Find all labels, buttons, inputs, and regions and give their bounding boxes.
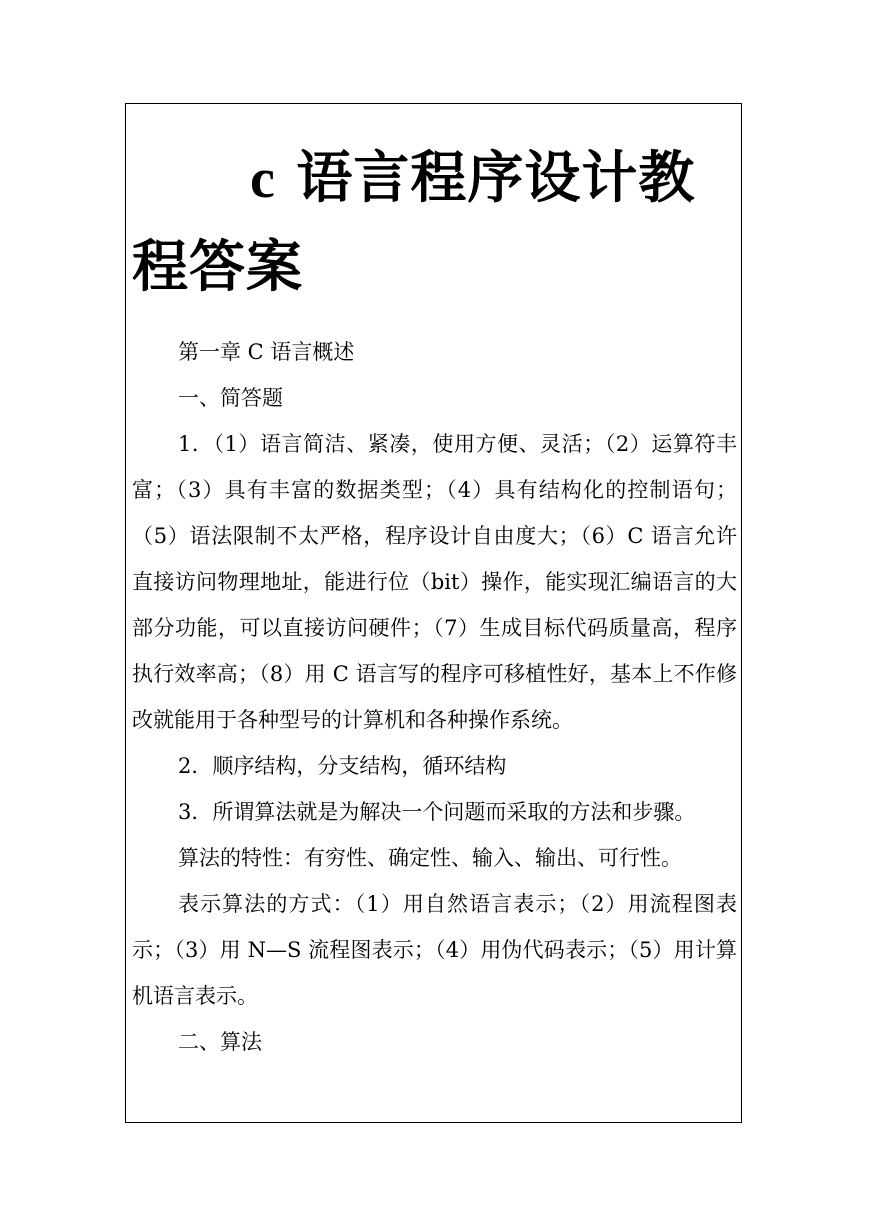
algorithm-properties: 算法的特性：有穷性、确定性、输入、输出、可行性。	[178, 846, 682, 870]
document-title	[132, 134, 736, 311]
title-text: 语言程序设计教	[275, 145, 696, 211]
chapter-heading: 第一章 C 语言概述	[178, 340, 355, 364]
answer-2: 2．顺序结构，分支结构，循环结构	[178, 754, 507, 778]
algorithm-representations: 表示算法的方式：（1）用自然语言表示；（2）用流程图表示；（3）用 N—S 流程图表示；（4）用伪代码表示；（5）用计算机语言表示。	[132, 892, 737, 1008]
page-frame	[125, 103, 742, 1123]
document-body	[132, 329, 737, 1065]
answer-1: 1．（1）语言简洁、紧凑，使用方便、灵活；（2）运算符丰富；（3）具有丰富的数据类型；（4）具有结构化的控制语句；（5）语法限制不太严格，程序设计自由度大；（6）C 语言允许直接访问物理地址，能进行位（bit）操作，能实现汇编语言的大部分功能，可以直接访问硬件；（7）生成目标代码质量高，程序执行效率高；（8）用 C 语言写的程序可移植性好，基本上不作修改就能用于各种型号的计算机和各种操作系统。	[132, 432, 737, 732]
section-heading-short-answer: 一、简答题	[178, 386, 283, 410]
title-line-2: 程答案	[132, 234, 303, 300]
title-letter: c	[250, 148, 276, 210]
section-heading-algorithm: 二、算法	[178, 1030, 262, 1054]
title-line-1	[132, 134, 736, 223]
answer-3: 3．所谓算法就是为解决一个问题而采取的方法和步骤。	[178, 800, 696, 824]
